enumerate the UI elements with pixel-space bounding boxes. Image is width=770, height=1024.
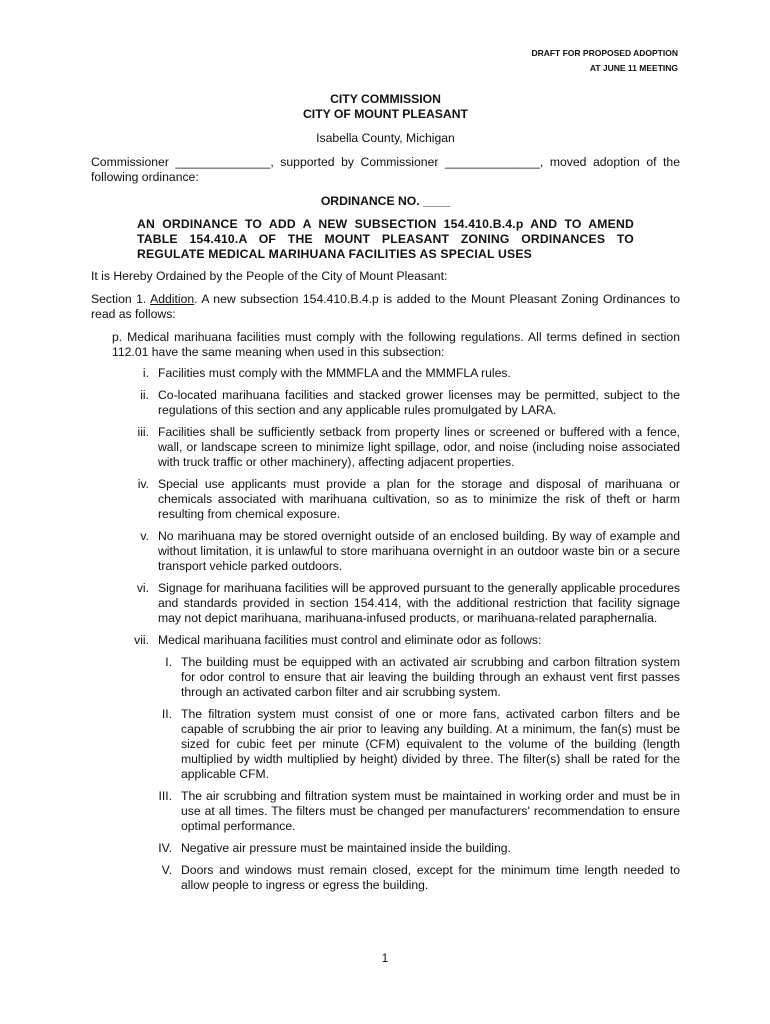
regulation-item-body: Signage for marihuana facilities will be approved pursuant to the generally applicable procedures and standards provided in section 154.414, with the additional restriction that facility signage may not depict marihuana, marihuana-infused products, or marihuana-related paraphernalia. — [158, 581, 680, 625]
regulation-item-number: iii. — [137, 425, 149, 439]
regulation-item-number: i. — [142, 366, 149, 380]
page-number: 1 — [381, 951, 389, 965]
odor-control-item — [158, 655, 680, 700]
regulation-item — [112, 388, 680, 418]
odor-control-item-text: The air scrubbing and filtration system must be maintained in working order and must be in use at all times. The filters must be changed per manufacturers' recommendation to ensure optimal performance. — [181, 789, 680, 833]
ordinance-number: ORDINANCE NO. ____ — [320, 194, 451, 208]
regulation-item — [112, 581, 680, 626]
regulation-item — [112, 366, 680, 381]
regulation-item-body: Facilities shall be sufficiently setback from property lines or screened or buffered with a fence, wall, or landscape screen to minimize light spillage, odor, and noise (including noise associated with truck traffic or other machinery), affecting adjacent properties. — [158, 425, 680, 469]
odor-control-item — [158, 707, 680, 782]
regulation-item-text — [158, 477, 680, 522]
heading-city-name: CITY OF MOUNT PLEASANT — [303, 107, 468, 121]
regulation-item-body: Co-located marihuana facilities and stacked grower licenses may be permitted, subject to the regulations of this section and any applicable rules promulgated by LARA. — [158, 388, 680, 417]
draft-note — [531, 46, 678, 76]
heading-county: Isabella County, Michigan — [316, 131, 455, 145]
odor-control-item-text: The building must be equipped with an activated air scrubbing and carbon filtration system for odor control to ensure that air leaving the building through an exhaust vent first passes through an activated carbon filter and air scrubbing system. — [181, 655, 680, 699]
odor-control-item — [158, 841, 680, 856]
regulation-item-number: ii. — [140, 388, 149, 402]
odor-control-item — [158, 789, 680, 834]
odor-control-item-number: IV. — [158, 841, 172, 855]
heading-city-commission: CITY COMMISSION — [330, 92, 441, 106]
regulation-item-body: No marihuana may be stored overnight outside of an enclosed building. By way of example and without limitation, it is unlawful to store marihuana overnight in an outdoor waste bin or a secure transport vehicle parked outdoors. — [158, 529, 680, 573]
odor-control-item-number: I. — [165, 655, 172, 669]
odor-control-item-text: Negative air pressure must be maintained inside the building. — [181, 841, 511, 855]
section-1-heading: Addition — [150, 292, 195, 306]
regulation-item — [112, 633, 680, 893]
regulation-item — [112, 425, 680, 470]
draft-note-line1: DRAFT FOR PROPOSED ADOPTION — [531, 48, 678, 58]
regulation-item-body: Medical marihuana facilities must control and eliminate odor as follows: — [158, 633, 542, 647]
ordained-statement: It is Hereby Ordained by the People of the City of Mount Pleasant: — [91, 269, 448, 283]
motion-text: Commissioner ______________, supported by Commissioner ______________, moved adoption of the following ordinance: — [91, 155, 680, 184]
draft-note-line2: AT JUNE 11 MEETING — [589, 63, 678, 73]
regulation-item-body: Facilities must comply with the MMMFLA and the MMMFLA rules. — [158, 366, 511, 380]
regulation-list — [112, 366, 680, 893]
regulation-item-text — [158, 581, 680, 626]
regulation-item-text — [158, 425, 680, 470]
ordinance-title: AN ORDINANCE TO ADD A NEW SUBSECTION 154.410.B.4.p AND TO AMEND TABLE 154.410.A OF THE MOUNT PLEASANT ZONING ORDINANCES TO REGULATE MEDICAL MARIHUANA FACILITIES AS SPECIAL USES — [137, 217, 634, 261]
regulation-item-number: v. — [140, 529, 149, 543]
regulation-item-text — [158, 633, 680, 893]
odor-control-item-number: II. — [161, 707, 172, 721]
regulation-item-text — [158, 366, 680, 381]
section-1-text: . A new subsection 154.410.B.4.p is added to the Mount Pleasant Zoning Ordinances to read as follows: — [91, 292, 681, 321]
document-body — [91, 92, 680, 893]
odor-control-item-text: Doors and windows must remain closed, except for the minimum time length needed to allow people to ingress or egress the building. — [181, 863, 680, 892]
regulation-item-text — [158, 529, 680, 574]
regulation-item — [112, 477, 680, 522]
odor-control-list — [158, 655, 680, 893]
regulation-item-number: vii. — [134, 633, 149, 647]
odor-control-item-number: V. — [161, 863, 172, 877]
section-1 — [91, 292, 680, 322]
odor-control-item — [158, 863, 680, 893]
regulation-item-text — [158, 388, 680, 418]
regulation-item — [112, 529, 680, 574]
regulation-item-number: iv. — [137, 477, 149, 491]
regulation-item-number: vi. — [136, 581, 149, 595]
regulation-item-body: Special use applicants must provide a plan for the storage and disposal of marihuana or chemicals associated with marihuana cultivation, so as to minimize the risk of theft or harm resulting from chemical exposure. — [158, 477, 680, 521]
odor-control-item-text: The filtration system must consist of one or more fans, activated carbon filters and be capable of scrubbing the air prior to leaving any building. At a minimum, the fan(s) must be sized for cubic feet per minute (CFM) equivalent to the volume of the building (length multiplied by width multiplied by height) divided by three. The filter(s) shall be rated for the applicable CFM. — [181, 707, 680, 781]
subsection-p: p. Medical marihuana facilities must comply with the following regulations. All terms defined in section 112.01 have the same meaning when used in this subsection: — [112, 330, 680, 359]
section-1-prefix: Section 1. — [91, 292, 151, 306]
odor-control-item-number: III. — [158, 789, 172, 803]
